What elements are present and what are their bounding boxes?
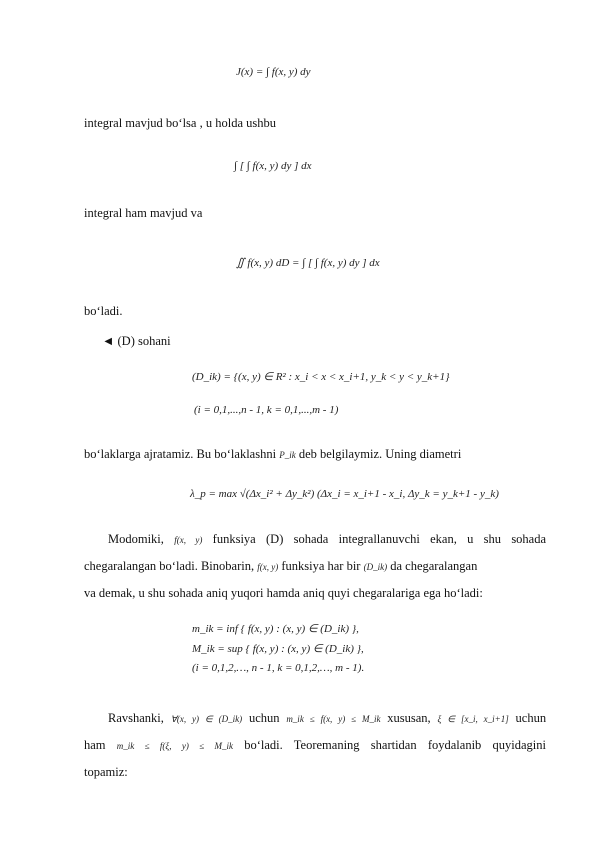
formula-6c: (i = 0,1,2,…, n - 1, k = 0,1,2,…, m - 1). xyxy=(192,662,365,674)
inline-ineq-2: m_ik ≤ f(ξ, y) ≤ M_ik xyxy=(116,741,234,751)
formula-1: J(x) = ∫ f(x, y) dy xyxy=(236,66,311,78)
formula-4a: (D_ik) = {(x, y) ∈ R² : x_i < x < x_i+1, y_k < y < y_k+1} xyxy=(192,371,450,383)
formula-4b: (i = 0,1,...,n - 1, k = 0,1,...,m - 1) xyxy=(194,404,339,416)
paragraph-2-line-1 xyxy=(84,707,546,731)
text-boladi-teoremaning: bo‘ladi. Teoremaning shartidan foydalanib quyidagini xyxy=(244,738,546,752)
inline-ineq: m_ik ≤ f(x, y) ≤ M_ik xyxy=(286,714,381,724)
text-bolaklash: bo‘laklarga ajratamiz. Bu bo‘laklashni xyxy=(84,447,277,461)
text-uchun-2: uchun xyxy=(515,711,547,725)
text-ham: ham xyxy=(84,738,106,752)
formula-6a: m_ik = inf { f(x, y) : (x, y) ∈ (D_ik) }, xyxy=(192,623,359,635)
paragraph-2-line-3: topamiz: xyxy=(84,765,128,779)
text-har-bir: funksiya har bir xyxy=(281,559,361,573)
formula-5: λ_p = max √(Δx_i² + Δy_k²) (Δx_i = x_i+1 - x_i, Δy_k = y_k+1 - y_k) xyxy=(190,488,499,500)
inline-partition-p: P_ik xyxy=(279,450,296,460)
text-line-5 xyxy=(84,447,461,462)
proof-start-marker: ◄ xyxy=(102,334,115,348)
text-d-sohani: (D) sohani xyxy=(117,334,171,348)
text-line-4 xyxy=(102,334,171,349)
paragraph-2-line-2 xyxy=(84,734,546,758)
text-ravshanki: Ravshanki, xyxy=(108,711,164,725)
inline-forall: ∀(x, y) ∈ (D_ik) xyxy=(170,714,243,724)
paragraph-1-line-3: va demak, u shu sohada aniq yuqori hamda aniq quyi chegaralariga ega ho‘ladi: xyxy=(84,586,483,600)
text-da-chegaralangan: da chegaralangan xyxy=(390,559,478,573)
text-line-2: integral ham mavjud va xyxy=(84,206,203,220)
text-line-3: bo‘ladi. xyxy=(84,304,123,318)
text-diametri: deb belgilaymiz. Uning diametri xyxy=(298,447,462,461)
inline-fxy-1: f(x, y) xyxy=(174,535,203,545)
inline-xi: ξ ∈ [x_i, x_i+1] xyxy=(437,714,509,724)
text-chegaralangan: chegaralangan bo‘ladi. Binobarin, xyxy=(84,559,255,573)
paragraph-1-line-1 xyxy=(84,528,546,552)
inline-dik: (D_ik) xyxy=(363,562,388,572)
text-modomiki: Modomiki, xyxy=(108,532,164,546)
inline-fxy-2: f(x, y) xyxy=(257,562,279,572)
paragraph-1-line-2 xyxy=(84,555,546,579)
formula-3: ∬ f(x, y) dD = ∫ [ ∫ f(x, y) dy ] dx xyxy=(236,257,380,269)
text-xususan: xususan, xyxy=(387,711,431,725)
formula-2: ∫ [ ∫ f(x, y) dy ] dx xyxy=(234,160,312,172)
formula-6b: M_ik = sup { f(x, y) : (x, y) ∈ (D_ik) }, xyxy=(192,643,364,655)
text-uchun-1: uchun xyxy=(248,711,280,725)
text-funksiya-integrallanuvchi: funksiya (D) sohada integrallanuvchi ekan, u shu sohada xyxy=(212,532,547,546)
text-line-1: integral mavjud bo‘lsa , u holda ushbu xyxy=(84,116,276,130)
